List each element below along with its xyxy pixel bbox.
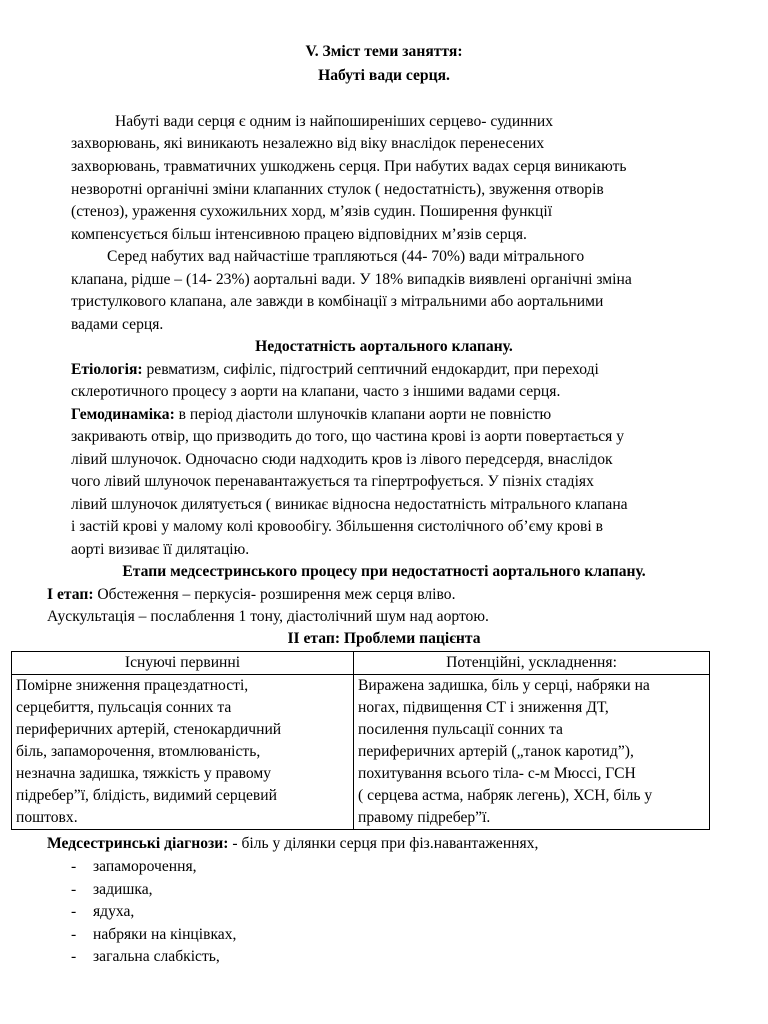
section-heading: V. Зміст теми заняття: [305, 43, 463, 60]
stage-two-title: ІІ етап: Проблеми пацієнта [287, 630, 481, 647]
cell-line: посилення пульсації сонних та [358, 721, 563, 738]
cell-line: поштовх. [16, 809, 78, 826]
list-item: запаморочення, [93, 858, 197, 875]
auscultation-line: Аускультація – послаблення 1 тону, діастолічний шум над аортою. [47, 608, 489, 625]
cell-line: правому підребер”ї. [358, 809, 491, 826]
hemodynamics-line: закривають отвір, що призводить до того, що частина крові із аорти повертається у [71, 428, 625, 445]
list-item: задишка, [93, 881, 153, 898]
cell-line: ( серцева астма, набряк легень), ХСН, біль у [358, 787, 653, 804]
paragraph-line: захворювань, травматичних ушкоджень серця. При набутих вадах серця виникають [71, 158, 627, 175]
cell-line: підребер”ї, блідість, видимий серцевий [16, 787, 277, 804]
column-header-primary: Існуючі первинні [12, 652, 354, 675]
paragraph-line: компенсується більш інтенсивною працею відповідних м’язів серця. [71, 226, 527, 243]
paragraph-line: (стеноз), ураження сухожильних хорд, м’язів судин. Поширення функції [71, 203, 553, 220]
paragraph-line: тристулкового клапана, але завжди в комбінації з мітральними або аортальними [71, 293, 604, 310]
table-row [12, 675, 710, 830]
etiology-line: склеротичного процесу з аорти на клапани, часто з іншими вадами серця. [71, 383, 561, 400]
stage-one-label: І етап: [47, 586, 94, 603]
list-item: ядуха, [93, 903, 135, 920]
hemodynamics-line: лівий шлуночок дилятується ( виникає відносна недостатність мітрального клапана [71, 496, 628, 513]
paragraph-line: вадами серця. [71, 316, 164, 333]
potential-problems-cell [354, 675, 710, 830]
hemodynamics-label: Гемодинаміка: [71, 406, 175, 423]
cell-line: Виражена задишка, біль у серці, набряки на [358, 677, 650, 694]
cell-line: незначна задишка, тяжкість у правому [16, 765, 272, 782]
cell-line: серцебиття, пульсація сонних та [16, 699, 232, 716]
list-bullet: - [71, 948, 77, 965]
list-item: загальна слабкість, [93, 948, 220, 965]
hemodynamics-line: і застій крові у малому колі кровообігу. Збільшення систолічного об’єму крові в [71, 518, 604, 535]
hemodynamics-line: чого лівий шлуночок перенавантажується та гіпертрофується. У пізніх стадіях [71, 473, 594, 490]
paragraph-line: Серед набутих вад найчастіше трапляються (44- 70%) вади мітрального [107, 248, 585, 265]
cell-line: ногах, підвищення СТ і зниження ДТ, [358, 699, 609, 716]
paragraph-line: клапана, рідше – (14- 23%) аортальні вади. У 18% випадків виявлені органічні зміна [71, 271, 632, 288]
cell-line: Помірне зниження працездатності, [16, 677, 249, 694]
nursing-diagnoses-label: Медсестринські діагнози: [47, 835, 229, 852]
list-bullet: - [71, 881, 77, 898]
hemodynamics-line: лівий шлуночок. Одночасно сюди надходить кров із лівого передсердя, внаслідок [71, 451, 613, 468]
hemodynamics-line: аорті визиває її дилятацію. [71, 541, 250, 558]
primary-problems-cell [12, 675, 354, 830]
stage-one-line: І етап: Обстеження – перкусія- розширення меж серця вліво. [47, 586, 456, 603]
column-header-potential: Потенційні, ускладнення: [354, 652, 710, 675]
topic-heading: Набуті вади серця. [318, 67, 450, 84]
aortic-insufficiency-title: Недостатність аортального клапану. [255, 338, 513, 355]
etiology-label: Етіологія: [71, 361, 143, 378]
nursing-diagnoses-line: Медсестринські діагнози: - біль у ділянки серця при фіз.навантаженнях, [47, 835, 539, 852]
list-bullet: - [71, 926, 77, 943]
list-bullet: - [71, 858, 77, 875]
cell-line: біль, запаморочення, втомлюваність, [16, 743, 261, 760]
cell-line: похитування всього тіла- с-м Мюссі, ГСН [358, 765, 636, 782]
cell-line: периферичних артерій, стенокардичний [16, 721, 282, 738]
nursing-process-title: Етапи медсестринського процесу при недостатності аортального клапану. [122, 563, 646, 580]
list-item: набряки на кінцівках, [93, 926, 237, 943]
paragraph-line: незворотні органічні зміни клапанних стулок ( недостатність), звуження отворів [71, 181, 604, 198]
patient-problems-table [11, 651, 710, 830]
list-bullet: - [71, 903, 77, 920]
paragraph-line: захворювань, які виникають незалежно від віку внаслідок перенесених [71, 135, 545, 152]
hemodynamics-line: Гемодинаміка: в період діастоли шлуночків клапани аорти не повністю [71, 406, 552, 423]
paragraph-line: Набуті вади серця є одним із найпоширеніших серцево- судинних [115, 113, 554, 130]
table-header-row [12, 652, 710, 675]
etiology-line: Етіологія: ревматизм, сифіліс, підгострий септичний ендокардит, при переході [71, 361, 599, 378]
cell-line: периферичних артерій („танок каротид”), [358, 743, 634, 760]
